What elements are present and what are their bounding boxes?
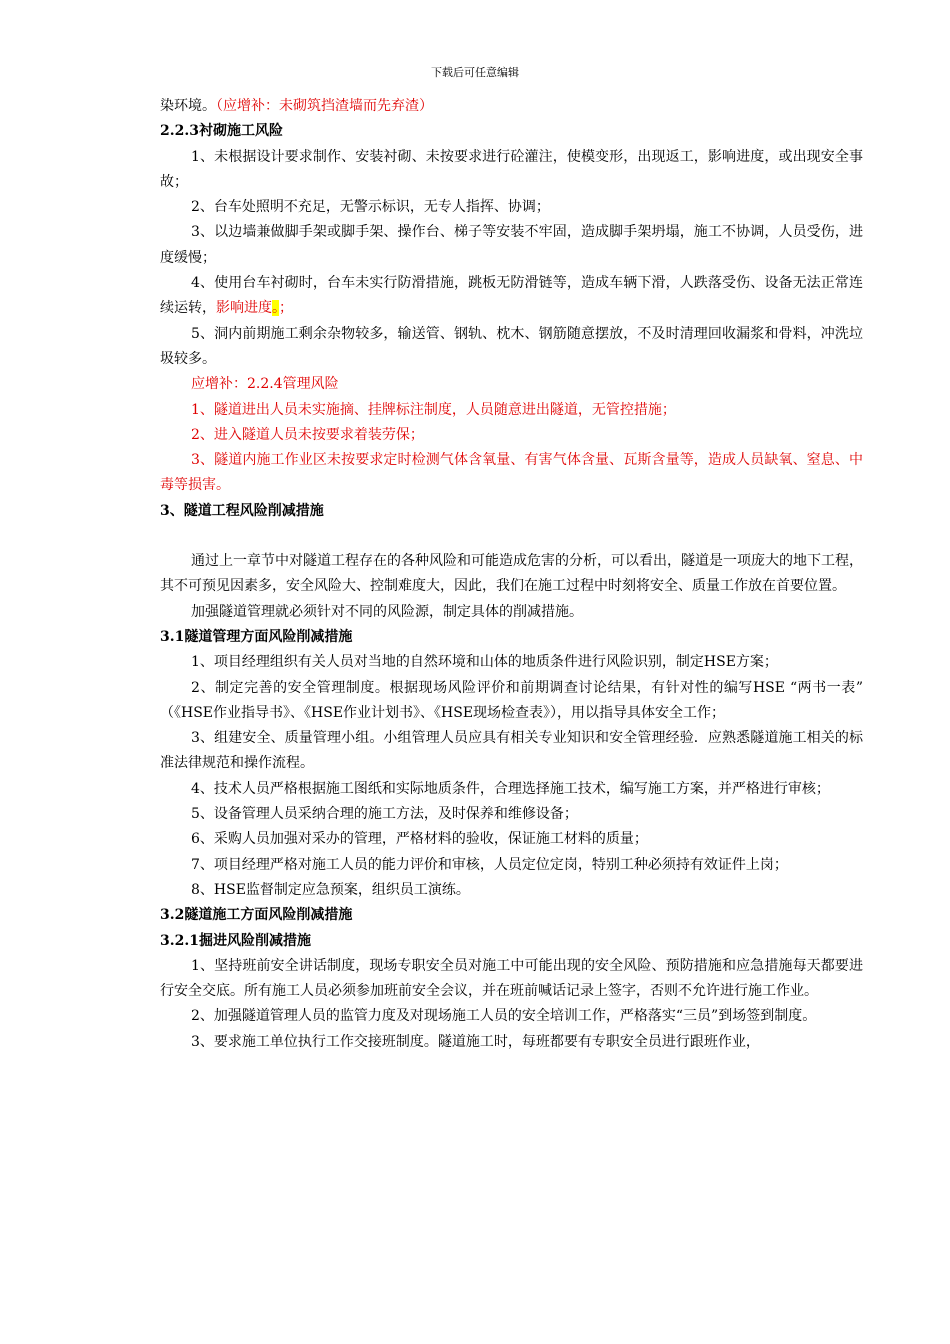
- management-risk-item-1: 1、隧道进出人员未实施摘、挂牌标注制度，人员随意进出隧道，无管控措施；: [191, 401, 676, 418]
- intro-text: 染环境。: [160, 98, 216, 114]
- management-measure-item-1: 1、项目经理组织有关人员对当地的自然环境和山体的地质条件进行风险识别，制定HSE方案；: [191, 654, 778, 671]
- excavation-measure-item-2: 2、加强隧道管理人员的监管力度及对现场施工人员的安全培训工作，严格落实“三员”到场签到制度。: [191, 1008, 817, 1025]
- lining-risk-item-4-highlight: 。: [272, 300, 279, 317]
- lining-risk-item-3: 3、以边墙兼做脚手架或脚手架、操作台、梯子等安装不牢固，造成脚手架坍塌，施工不协调，人员受伤，进度缓慢；: [160, 224, 863, 266]
- management-measure-item-7: 7、项目经理严格对施工人员的能力评价和审核，人员定位定岗，特别工种必须持有效证件上岗；: [191, 856, 788, 873]
- management-measure-item-2: 2、制定完善的安全管理制度。根据现场风险评价和前期调查讨论结果，有针对性的编写HSE “两书一表” （《HSE作业指导书》、《HSE作业计划书》、《HSE现场检查表》），用以指导具体安全工作；: [160, 679, 863, 721]
- management-measure-item-4: 4、技术人员严格根据施工图纸和实际地质条件，合理选择施工技术，编写施工方案，并严格进行审核；: [191, 780, 830, 797]
- excavation-measure-item-3: 3、要求施工单位执行工作交接班制度。隧道施工时，每班都要有专职安全员进行跟班作业，: [191, 1033, 760, 1050]
- section-3-paragraph-1: 通过上一章节中对隧道工程存在的各种风险和可能造成危害的分析，可以看出，隧道是一项庞大的地下工程，其不可预见因素多，安全风险大、控制难度大，因此，我们在施工过程中时刻将安全、质量工作放在首要位置。: [160, 553, 863, 595]
- lining-risk-item-1: 1、未根据设计要求制作、安装衬砌、未按要求进行砼灌注，使模变形，出现返工，影响进度，或出现安全事故；: [160, 148, 863, 190]
- section-2-2-4-heading: 应增补：2.2.4管理风险: [191, 376, 339, 393]
- intro-line: [160, 94, 863, 119]
- lining-risk-item-2: 2、台车处照明不充足，无警示标识，无专人指挥、协调；: [191, 199, 550, 216]
- management-measure-item-3: 3、组建安全、质量管理小组。小组管理人员应具有相关专业知识和安全管理经验．应熟悉隧道施工相关的标准法律规范和操作流程。: [160, 730, 863, 772]
- lining-risk-item-4: [160, 271, 863, 322]
- lining-risk-item-4-text: 4、使用台车衬砌时，台车未实行防滑措施，跳板无防滑链等，造成车辆下滑，人跌落受伤、设备无法正常连续运转，: [160, 275, 863, 317]
- document-body: [160, 94, 863, 1055]
- management-measure-item-8: 8、HSE监督制定应急预案，组织员工演练。: [191, 881, 470, 898]
- section-3-1-heading: 3.1隧道管理方面风险削减措施: [160, 628, 353, 645]
- management-risk-item-2: 2、进入隧道人员未按要求着装劳保；: [191, 426, 424, 443]
- management-measure-item-6: 6、采购人员加强对采办的管理，严格材料的验收，保证施工材料的质量；: [191, 831, 648, 848]
- excavation-measure-item-1: 1、坚持班前安全讲话制度，现场专职安全员对施工中可能出现的安全风险、预防措施和应急措施每天都要进行安全交底。所有施工人员必须参加班前安全会议，并在班前喊话记录上签字，否则不允许进行施工作业。: [160, 957, 863, 1000]
- management-measure-item-5: 5、设备管理人员采纳合理的施工方法，及时保养和维修设备；: [191, 806, 578, 823]
- section-2-2-3-heading: 2.2.3衬砌施工风险: [160, 123, 283, 140]
- intro-supplement: （应增补：未砌筑挡渣墙而先弃渣）: [216, 98, 433, 114]
- lining-risk-item-5: 5、洞内前期施工剩余杂物较多，输送管、钢轨、枕木、钢筋随意摆放，不及时清理回收漏浆和骨料，冲洗垃圾较多。: [160, 325, 863, 367]
- section-3-heading: 3、隧道工程风险削减措施: [160, 502, 324, 519]
- section-3-2-1-heading: 3.2.1掘进风险削减措施: [160, 932, 311, 949]
- blank-line: [160, 524, 863, 549]
- management-risk-item-3: 3、隧道内施工作业区未按要求定时检测气体含氧量、有害气体含量、瓦斯含量等，造成人员缺氧、窒息、中毒等损害。: [160, 452, 863, 494]
- lining-risk-item-4-end: ；: [279, 300, 293, 317]
- lining-risk-item-4-red: 影响进度: [216, 300, 272, 317]
- section-3-paragraph-2: 加强隧道管理就必须针对不同的风险源，制定具体的削减措施。: [191, 603, 583, 620]
- page-header: 下载后可任意编辑: [431, 66, 519, 79]
- section-3-2-heading: 3.2隧道施工方面风险削减措施: [160, 907, 353, 924]
